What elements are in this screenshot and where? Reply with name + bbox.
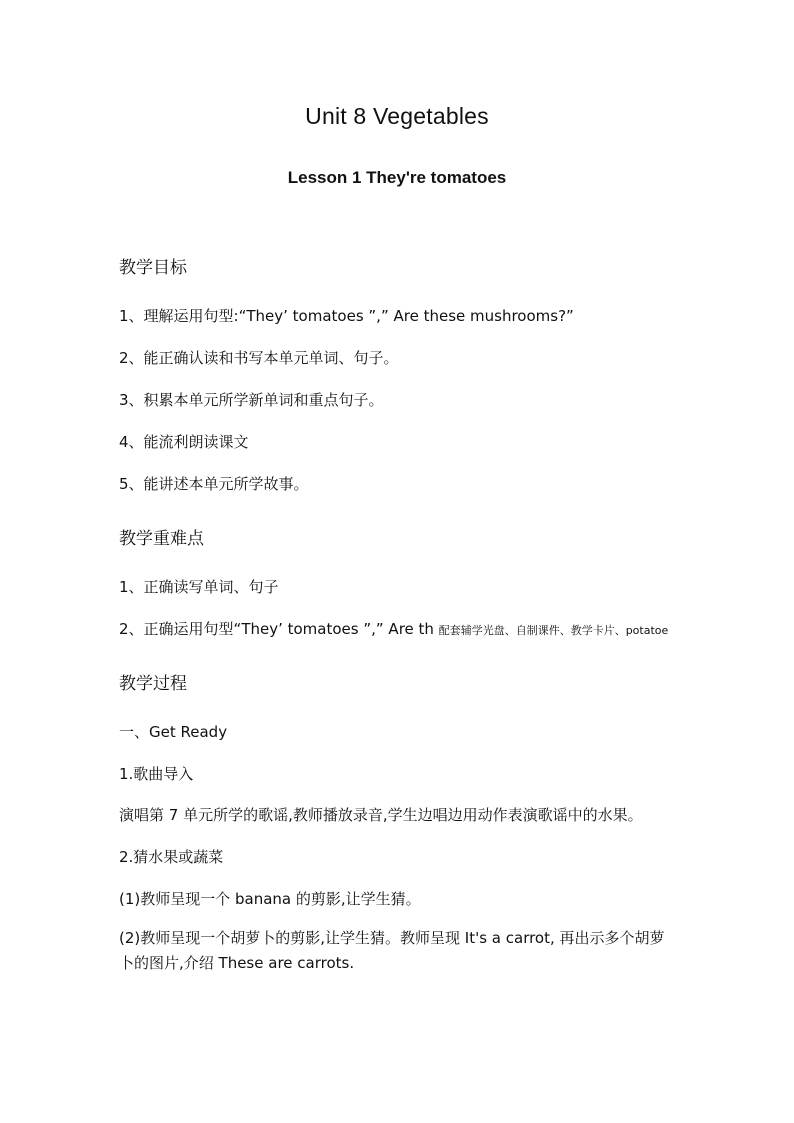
process-step-heading: 1.歌曲导入 — [119, 765, 194, 783]
key-point-item: 1、正确读写单词、句子 — [119, 578, 279, 596]
objective-item: 4、能流利朗读课文 — [119, 433, 249, 451]
process-step-text: 演唱第 7 单元所学的歌谣,教师播放录音,学生边唱边用动作表演歌谣中的水果。 — [119, 806, 643, 824]
objective-item: 3、积累本单元所学新单词和重点句子。 — [119, 391, 384, 409]
key-points-heading: 教学重难点 — [119, 529, 204, 549]
process-step-text: (1)教师呈现一个 banana 的剪影,让学生猜。 — [119, 890, 421, 908]
process-heading: 教学过程 — [119, 674, 187, 694]
process-part-heading: 一、Get Ready — [119, 723, 228, 741]
objective-item: 2、能正确认读和书写本单元单词、句子。 — [119, 349, 399, 367]
process-step-heading: 2.猜水果或蔬菜 — [119, 848, 224, 866]
objective-item: 5、能讲述本单元所学故事。 — [119, 475, 309, 493]
process-step-text: (2)教师呈现一个胡萝卜的剪影,让学生猜。教师呈现 It's a carrot, 再出示多个胡萝卜的图片,介绍 These are carrots. — [119, 929, 665, 972]
lesson-subtitle: Lesson 1 They're tomatoes — [287, 168, 507, 187]
key-point-item-main: 2、正确运用句型“They’ tomatoes ”,” Are th — [119, 620, 434, 638]
key-point-item-small: 配套辅学光盘、自制课件、教学卡片、potatoe — [438, 624, 669, 637]
page-title: Unit 8 Vegetables — [305, 103, 489, 129]
objective-item: 1、理解运用句型:“They’ tomatoes ”,” Are these mushrooms?” — [119, 307, 574, 325]
key-point-item — [119, 618, 668, 639]
objectives-heading: 教学目标 — [119, 258, 187, 278]
